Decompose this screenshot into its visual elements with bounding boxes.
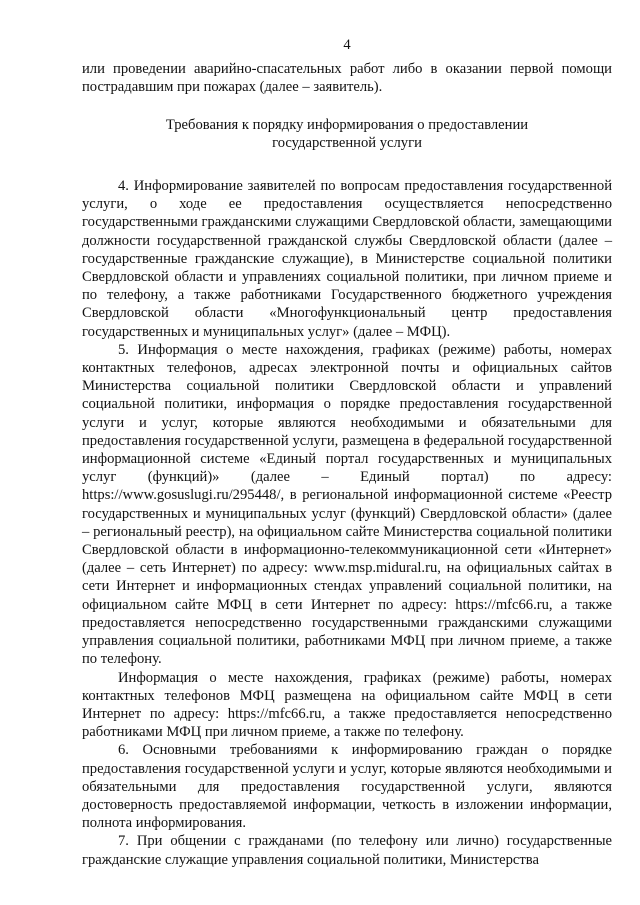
section-heading	[82, 116, 612, 152]
section-heading-line-1: Требования к порядку информирования о предоставлении	[165, 116, 529, 133]
intro-paragraph: или проведении аварийно-спасательных работ либо в оказании первой помощи пострадавшим при пожарах (далее – заявитель).	[82, 61, 612, 96]
paragraph-5-continued: Информация о месте нахождения, графиках (режиме) работы, номерах контактных телефонов МФЦ размещена на официальном сайте МФЦ в сети Интернет по адресу: https://mfc66.ru, а также предоставляется непосредственно работниками МФЦ при личном приеме, а также по телефону.	[82, 669, 612, 741]
section-heading-line-2: государственной услуги	[272, 134, 422, 151]
paragraph-5: 5. Информация о месте нахождения, графиках (режиме) работы, номерах контактных телефонов, адресах электронной почты и официальных сайтов Министерства социальной политики Свердловской области и управлений социальной политики, информация о порядке предоставления государственной услуги и услуг, которые являются необходимыми и обязательными для предоставления государственной услуги, размещена в федеральной государственной информационной системе «Единый портал государственных и муниципальных услуг (функций)» (далее – Единый портал) по адресу: https://www.gosuslugi.ru/295448/, в региональной информационной системе «Реестр государственных и муниципальных услуг (функций) Свердловской области» (далее – региональный реестр), на официальном сайте Министерства социальной политики Свердловской области в информационно-телекоммуникационной сети «Интернет» (далее – сеть Интернет) по адресу: www.msp.midural.ru, на официальных сайтах в сети Интернет и информационных стендах управлений социальной политики, на официальном сайте МФЦ в сети Интернет по адресу: https://mfc66.ru, а также предоставляется непосредственно государственными гражданскими служащими управления социальной политики, работниками МФЦ при личном приеме, а также по телефону.	[82, 341, 612, 668]
document-page	[82, 36, 612, 869]
paragraph-7: 7. При общении с гражданами (по телефону или лично) государственные гражданские служащие управления социальной политики, Министерства	[82, 833, 612, 868]
paragraph-6: 6. Основными требованиями к информированию граждан о порядке предоставления государственной услуги и услуг, которые являются необходимыми и обязательными для предоставления государственной услуги, являются достоверность предоставляемой информации, четкость в изложении информации, полнота информирования.	[82, 742, 612, 832]
page-number: 4	[343, 37, 351, 53]
paragraph-4: 4. Информирование заявителей по вопросам предоставления государственной услуги, о ходе ее предоставления осуществляется непосредственно государственными гражданскими служащими Свердловской области, замещающими должности государственной гражданской службы Свердловской области (далее – государственные гражданские служащие), в Министерстве социальной политики Свердловской области и управлениях социальной политики, при личном приеме и по телефону, а также работниками Государственного бюджетного учреждения Свердловской области «Многофункциональный центр предоставления государственных и муниципальных услуг» (далее – МФЦ).	[82, 178, 612, 340]
